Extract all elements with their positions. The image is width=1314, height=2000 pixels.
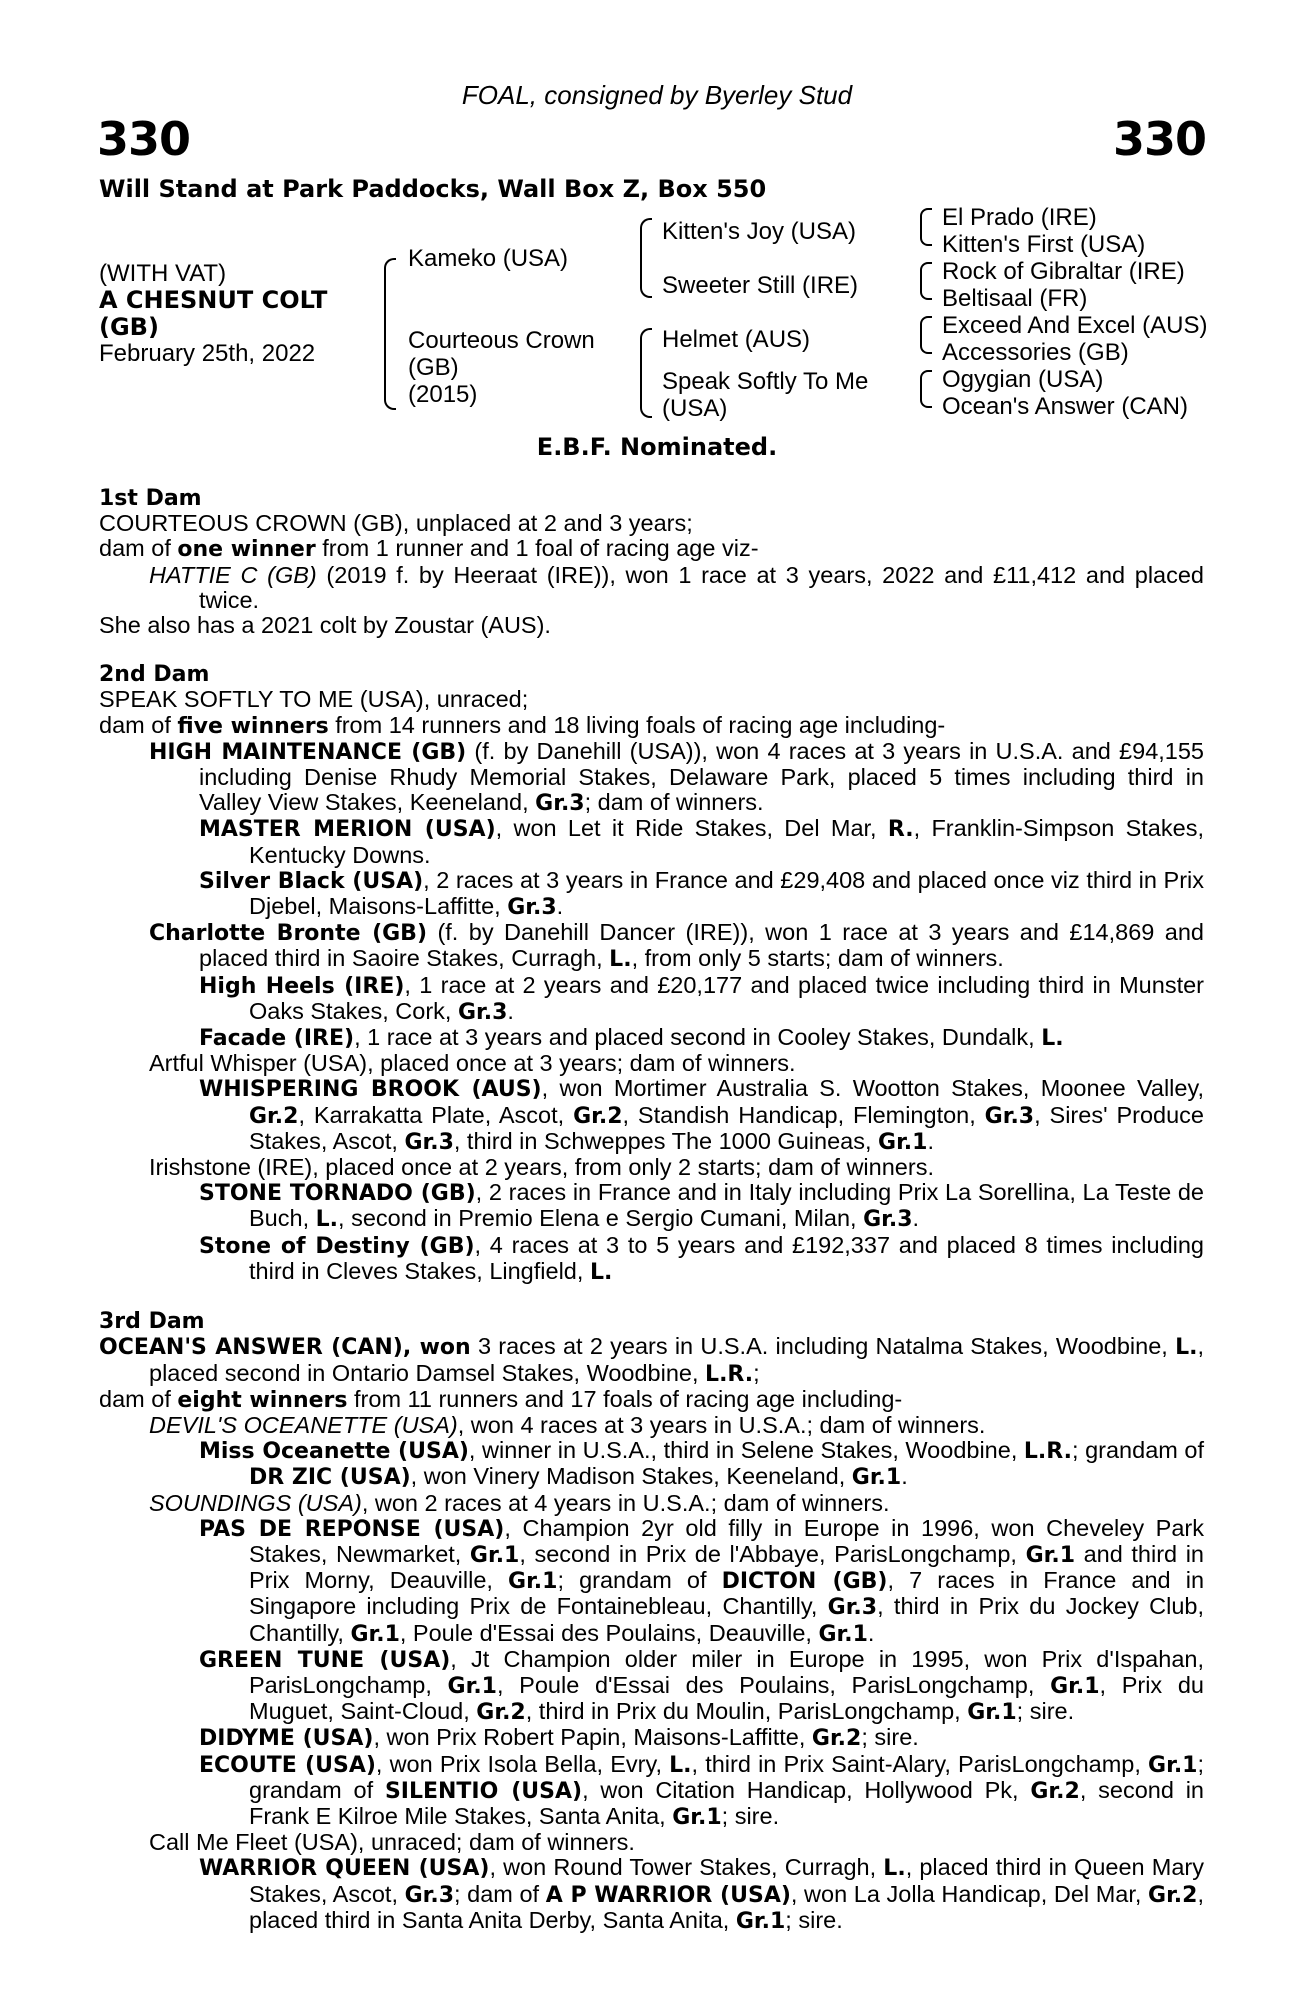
lot-number-left: 330 [97,112,191,166]
horse-origin: (GB) [99,313,159,341]
foaling-date: February 25th, 2022 [99,340,316,367]
first-dam-line: COURTEOUS CROWN (GB), unplaced at 2 and 3 years; [99,510,693,537]
produce-miss-oceanette: Miss Oceanette (USA), winner in U.S.A., third in Selene Stakes, Woodbine, L.R.; grandam of DR ZIC (USA), won Vinery Madison Stakes, Keeneland, Gr.1. [199,1437,1204,1491]
pedigree-brace-sire [640,218,652,298]
pedigree-dam-dam-name: Speak Softly To Me [662,368,869,395]
pedigree-ddd: Ocean's Answer (CAN) [942,393,1188,420]
produce-high-heels: High Heels (IRE), 1 race at 2 years and £20,177 and placed twice including third in Munster Oaks Stakes, Cork, Gr.3. [199,971,1204,1025]
pedigree-brace-ss [920,208,932,246]
pedigree-brace-ds [920,316,932,354]
produce-green-tune: GREEN TUNE (USA), Jt Champion older miler in Europe in 1995, won Prix d'Ispahan, ParisLongchamp, Gr.1, Poule d'Essai des Poulains, ParisLongchamp, Gr.1, Prix du Muguet, Saint-Cloud, Gr.2, third in Prix du Moulin, ParisLongchamp, Gr.1; sire. [199,1645,1204,1726]
produce-call-me-fleet: Call Me Fleet (USA), unraced; dam of winners. [149,1829,635,1856]
pedigree-dam-name: Courteous Crown [408,327,595,354]
first-dam-heading: 1st Dam [99,486,202,511]
second-dam-line: SPEAK SOFTLY TO ME (USA), unraced; [99,686,529,713]
pedigree-sds: Rock of Gibraltar (IRE) [942,258,1185,285]
pedigree-dam-dam-origin: (USA) [662,395,728,422]
dam-line-text [99,486,1204,1934]
consignor-line: FOAL, consigned by Byerley Stud [461,80,853,110]
pedigree-dam-origin: (GB) [408,354,459,381]
produce-charlotte-bronte: Charlotte Bronte (GB) (f. by Danehill Dancer (IRE)), won 1 race at 3 years and £14,869 and placed third in Saoire Stakes, Curragh, L., from only 5 starts; dam of winners. [149,919,1204,973]
produce-facade: Facade (IRE), 1 race at 3 years and placed second in Cooley Stakes, Dundalk, L. [199,1024,1064,1052]
horse-name: A CHESNUT COLT [99,286,328,314]
first-dam-produce-line: dam of one winner from 1 runner and 1 foal of racing age viz- [99,535,759,563]
pedigree-dds: Ogygian (USA) [942,366,1104,393]
pedigree-brace-gen1 [384,258,396,410]
produce-warrior-queen: WARRIOR QUEEN (USA), won Round Tower Stakes, Curragh, L., placed third in Queen Mary Stakes, Ascot, Gr.3; dam of A P WARRIOR (USA), won La Jolla Handicap, Del Mar, Gr.2, placed third in Santa Anita Derby, Santa Anita, Gr.1; sire. [199,1854,1204,1934]
pedigree-dsd: Accessories (GB) [942,339,1129,366]
produce-devils-oceanette: DEVIL'S OCEANETTE (USA), won 4 races at 3 years in U.S.A.; dam of winners. [149,1411,986,1438]
second-dam-produce-line: dam of five winners from 14 runners and 18 living foals of racing age including- [99,711,946,739]
produce-high-maintenance: HIGH MAINTENANCE (GB) (f. by Danehill (USA)), won 4 races at 3 years in U.S.A. and £94,155 including Denise Rhudy Memorial Stakes, Delaware Park, placed 5 times including third in Valley View Stakes, Keeneland, Gr.3; dam of winners. [149,737,1204,817]
vat-note: (WITH VAT) [99,260,227,287]
pedigree-sss: El Prado (IRE) [942,204,1097,231]
third-dam-line: OCEAN'S ANSWER (CAN), won 3 races at 2 years in U.S.A. including Natalma Stakes, Woodbine, L., placed second in Ontario Damsel Stakes, Woodbine, L.R.; [99,1333,1204,1387]
pedigree-ssd: Kitten's First (USA) [942,231,1146,258]
pedigree-sire: Kameko (USA) [408,245,569,272]
pedigree-sdd: Beltisaal (FR) [942,285,1088,312]
pedigree-brace-dam [640,328,652,418]
pedigree-dss: Exceed And Excel (AUS) [942,312,1208,339]
produce-hattie-c: HATTIE C (GB) (2019 f. by Heeraat (IRE)), won 1 race at 3 years, 2022 and £11,412 and placed twice. [149,561,1205,613]
produce-artful-whisper: Artful Whisper (USA), placed once at 3 years; dam of winners. [149,1050,796,1077]
produce-didyme: DIDYME (USA), won Prix Robert Papin, Maisons-Laffitte, Gr.2; sire. [199,1724,919,1752]
produce-ecoute: ECOUTE (USA), won Prix Isola Bella, Evry, L., third in Prix Saint-Alary, ParisLongchamp, Gr.1; grandam of SILENTIO (USA), won Citation Handicap, Hollywood Pk, Gr.2, second in Frank E Kilroe Mile Stakes, Santa Anita, Gr.1; sire. [199,1750,1205,1830]
lot-number-right: 330 [1112,112,1206,166]
stand-location: Will Stand at Park Paddocks, Wall Box Z, Box 550 [99,175,767,203]
produce-pas-de-reponse: PAS DE REPONSE (USA), Champion 2yr old filly in Europe in 1996, won Cheveley Park Stakes, Newmarket, Gr.1, second in Prix de l'Abbaye, ParisLongchamp, Gr.1 and third in Prix Morny, Deauville, Gr.1; grandam of DICTON (GB), 7 races in France and in Singapore including Prix de Fontainebleau, Chantilly, Gr.3, third in Prix du Jockey Club, Chantilly, Gr.1, Poule d'Essai des Poulains, Deauville, Gr.1. [199,1514,1205,1647]
produce-stone-tornado: STONE TORNADO (GB), 2 races in France and in Italy including Prix La Sorellina, La Teste de Buch, L., second in Premio Elena e Sergio Cumani, Milan, Gr.3. [199,1179,1204,1233]
first-dam-foal-note: She also has a 2021 colt by Zoustar (AUS). [99,612,551,639]
ebf-nomination: E.B.F. Nominated. [536,433,778,461]
produce-stone-of-destiny: Stone of Destiny (GB), 4 races at 3 to 5 years and £192,337 and placed 8 times including third in Cleves Stakes, Lingfield, L. [199,1231,1204,1285]
produce-whispering-brook: WHISPERING BROOK (AUS), won Mortimer Australia S. Wootton Stakes, Moonee Valley, Gr.2, Karrakatta Plate, Ascot, Gr.2, Standish Handicap, Flemington, Gr.3, Sires' Produce Stakes, Ascot, Gr.3, third in Schweppes The 1000 Guineas, Gr.1. [199,1075,1204,1155]
pedigree-sire-sire: Kitten's Joy (USA) [662,218,856,245]
third-dam-heading: 3rd Dam [99,1309,205,1335]
produce-master-merion: MASTER MERION (USA), won Let it Ride Stakes, Del Mar, R., Franklin-Simpson Stakes, Kentucky Downs. [199,815,1204,868]
pedigree-dam-sire: Helmet (AUS) [662,326,811,353]
pedigree-sire-dam: Sweeter Still (IRE) [662,272,859,299]
second-dam-heading: 2nd Dam [99,662,210,688]
pedigree-dam-year: (2015) [408,381,478,408]
produce-irishstone: Irishstone (IRE), placed once at 2 years, from only 2 starts; dam of winners. [149,1154,934,1181]
third-dam-produce-line: dam of eight winners from 11 runners and 17 foals of racing age including- [99,1385,903,1413]
produce-soundings: SOUNDINGS (USA), won 2 races at 4 years in U.S.A.; dam of winners. [149,1489,890,1516]
produce-silver-black: Silver Black (USA), 2 races at 3 years in France and £29,408 and placed once viz third in Prix Djebel, Maisons-Laffitte, Gr.3. [199,866,1204,921]
pedigree-brace-dd [920,370,932,408]
pedigree-brace-sd [920,262,932,300]
